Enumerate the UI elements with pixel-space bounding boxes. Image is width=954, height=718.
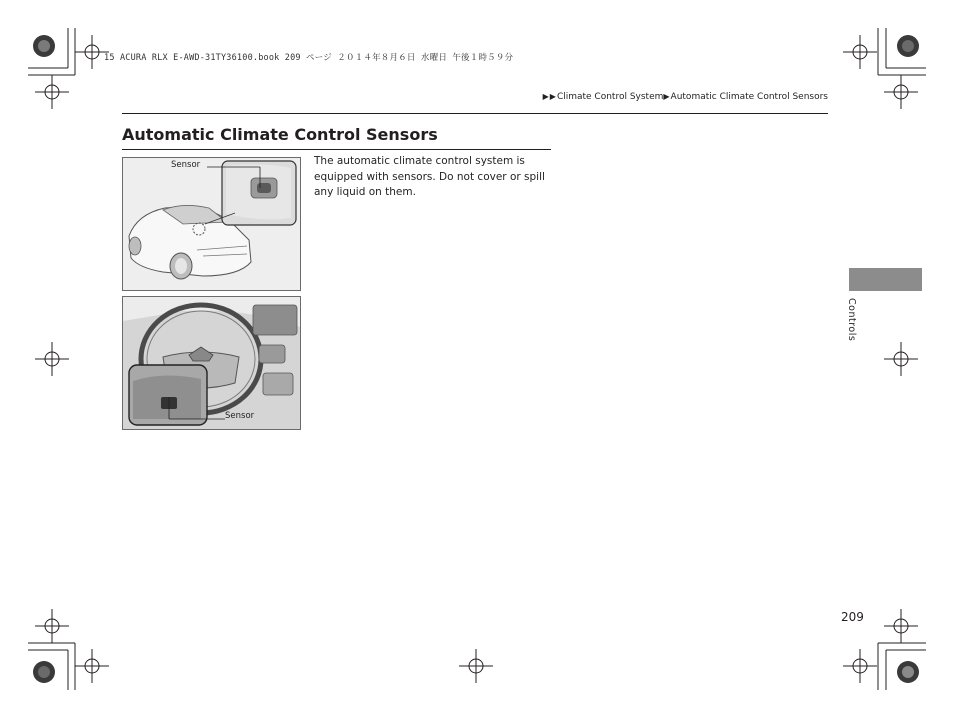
breadcrumb-item-automatic-sensors: Automatic Climate Control Sensors xyxy=(670,92,828,102)
chapter-tab xyxy=(849,268,922,291)
breadcrumb-arrow-icon: ▶ xyxy=(663,92,670,101)
car-exterior-illustration xyxy=(123,158,300,290)
sensor-location-figure-exterior xyxy=(122,157,301,291)
print-header: 15 ACURA RLX E-AWD-31TY36100.book 209 ページ ２０１４年８月６日 水曜日 午後１時５９分 xyxy=(104,53,514,63)
sensor-callout-label: Sensor xyxy=(171,160,201,170)
title-divider xyxy=(122,149,551,150)
breadcrumb-arrow-icon: ▶ xyxy=(549,92,556,101)
header-divider xyxy=(122,113,828,114)
page-number: 209 xyxy=(841,610,864,624)
section-body-text: The automatic climate control system is equipped with sensors. Do not cover or spill any liquid on them. xyxy=(314,155,545,198)
sensor-location-figure-dashboard xyxy=(122,296,301,430)
sensor-callout-label: Sensor xyxy=(225,411,255,421)
section-title: Automatic Climate Control Sensors xyxy=(122,125,438,144)
dashboard-illustration xyxy=(123,297,300,429)
breadcrumb xyxy=(543,92,828,102)
breadcrumb-arrow-icon: ▶ xyxy=(542,92,549,101)
chapter-tab-label: Controls xyxy=(846,298,857,342)
breadcrumb-item-climate-control-system: Climate Control System xyxy=(556,92,664,102)
